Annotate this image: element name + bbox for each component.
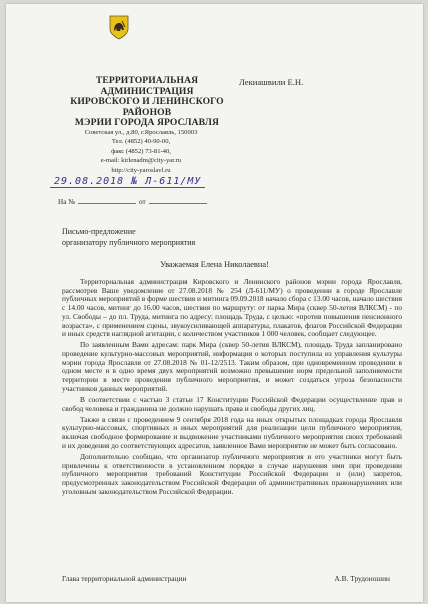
ref-number-blank <box>78 197 136 204</box>
ref-prefix: На № <box>58 198 76 206</box>
website: http://city-yaroslavl.ru <box>111 166 171 174</box>
phone: Тел. (4852) 40-90-00, <box>111 138 171 146</box>
registration-number <box>54 176 201 187</box>
org-line: РАЙОНОВ <box>122 106 172 118</box>
org-line: ТЕРРИТОРИАЛЬНАЯ <box>95 75 199 86</box>
doc-kind-line: организатору публичного мероприятия <box>62 237 196 247</box>
body-paragraph: Территориальная администрация Кировского и Ленинского районов мэрии города Ярославля, рассмотрев Ваше уведомление от 27.08.2018 № 254 (Л-611/МУ) о проведении в городе Ярославле публичных мероприятий в форме шествия и митинга 09.09.2018 начало сбора с 13.00 часов, начало шествия с 14.00 часов, митинг до 16.00 часов, шествия по маршруту: от парка Мира (сквер 50-летия ВЛКСМ) - по ул. Свободы – до пл. Труда, митинга по адресу: площадь Труда, с целью: «против повышения пенсионного возраста», с применением сцены, звукоусиливающей аппаратуры, плакатов, флагов Российской Федерации и иных средств наглядной агитации, с количеством участников 1 000 человек, сообщает следующее. <box>62 277 402 339</box>
organization-title <box>52 76 242 129</box>
registration-text: 29.08.2018 № Л-611/МУ <box>54 176 202 187</box>
body-paragraph: В соответствии с частью 3 статьи 17 Конституции Российской Федерации осуществление прав и свобод человека и гражданина не должно нарушать права и свободы других лиц. <box>62 394 402 413</box>
org-line: МЭРИИ ГОРОДА ЯРОСЛАВЛЯ <box>74 117 220 129</box>
org-line: КИРОВСКОГО И ЛЕНИНСКОГО <box>70 96 224 108</box>
signature-name: А.В. Трудоношин <box>334 574 390 583</box>
greeting: Уважаемая Елена Николаевна! <box>160 260 269 269</box>
ref-mid: от <box>139 198 146 206</box>
contact-block <box>66 128 216 175</box>
document-kind <box>62 227 195 248</box>
body-paragraph: Дополнительно сообщаю, что организатор публичного мероприятия и его участники могут быть привлечены к ответственности в установленном порядке в случае нарушения ими при проведении публичного мероприятия требований Конституции Российской Федерации и (или) запретов, предусмотренных законодательством Российской Федерации об административных правонарушениях или уголовным законодательством Российской Федерации. <box>62 451 402 496</box>
doc-kind-line: Письмо-предложение <box>62 227 136 236</box>
address: Советская ул., д.80, г.Ярославль, 150003 <box>84 129 198 136</box>
body-paragraph: По заявленным Вами адресам: парк Мира (сквер 50-летия ВЛКСМ), площадь Труда запланировано проведение культурно-массовых мероприятий, информация о которых поступила из управления культуры мэрии города Ярославля от 27.08.2018 № 01-12/2513. Таким образом, при одновременном проведении в одном месте и в одно время двух мероприятий возможно превышение норм предельной заполняемости территории в месте проведения публичного мероприятия, и может создаться угроза безопасности участников данных мероприятий. <box>62 340 402 393</box>
email: e-mail: kirlenadm@city-yar.ru <box>100 157 182 165</box>
ref-date-blank <box>149 197 207 204</box>
org-line: АДМИНИСТРАЦИЯ <box>100 85 194 97</box>
yaroslavl-bear-crest-icon <box>108 14 130 40</box>
recipient-name: Лекиашвили Е.Н. <box>239 77 304 87</box>
reference-row <box>58 197 210 206</box>
letter-page <box>6 4 423 602</box>
signature-post: Глава территориальной администрации <box>62 574 187 583</box>
letter-body <box>62 278 402 499</box>
registration-underline <box>50 187 205 188</box>
body-paragraph: Также в связи с проведением 9 сентября 2018 года на иных открытых площадках города Ярославля культурно-массовых, спортивных и иных мероприятий для реализации цели публичного мероприятия, включая свободное формирование и выдвижение участниками публичного мероприятия своих требований и их доведения до соответствующих адресатов, заявленное Вами мероприятие не может быть согласовано. <box>62 414 402 450</box>
fax: факс (4852) 73-81-40, <box>111 147 171 155</box>
